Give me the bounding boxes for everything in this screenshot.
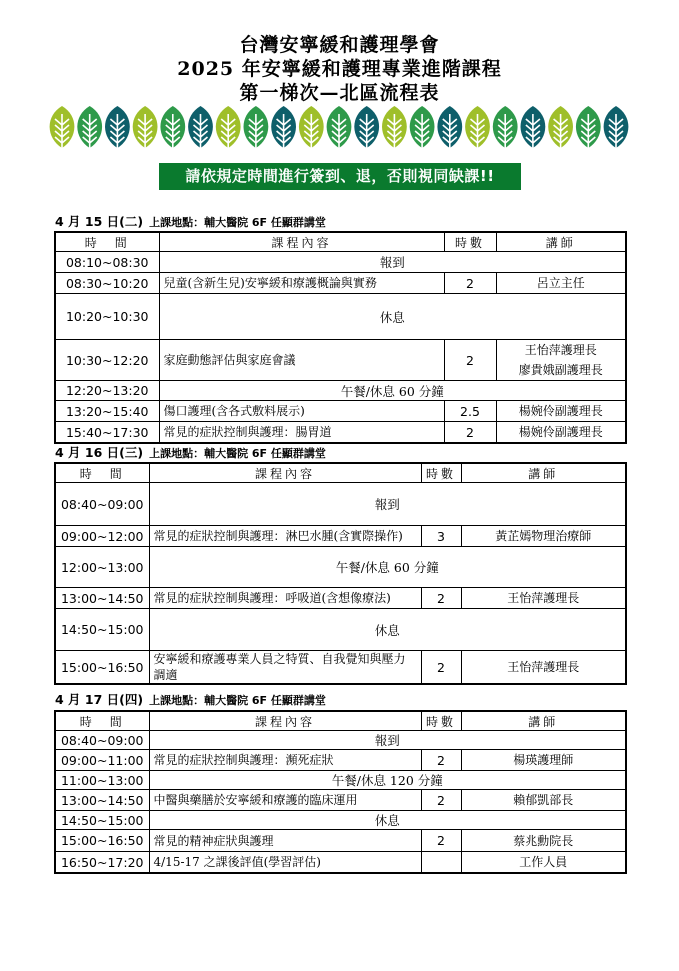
instructor-name: 楊婉伶副護理長 xyxy=(518,425,603,439)
table-row xyxy=(55,526,626,547)
instructor-name: 楊婉伶副護理長 xyxy=(518,404,603,418)
session-time: 15:00~16:50 xyxy=(55,651,149,685)
session-hours: 2 xyxy=(421,651,461,685)
instructor-name: 賴郁凱部長 xyxy=(513,793,574,807)
day-location: 上課地點：輔大醫院 6F 任顯群講堂 xyxy=(149,694,326,707)
day-location: 上課地點：輔大醫院 6F 任顯群講堂 xyxy=(149,447,326,460)
session-topic: 兒童(含新生兒)安寧緩和療護概論與實務 xyxy=(159,273,444,294)
org-title: 台灣安寧緩和護理學會 xyxy=(239,34,440,56)
session-topic: 安寧緩和療護專業人員之特質、自我覺知與壓力調適 xyxy=(149,651,421,685)
session-hours: 2.5 xyxy=(444,401,496,422)
table-header-row xyxy=(55,711,626,731)
session-break: 休息 xyxy=(149,811,626,830)
session-time: 11:00~13:00 xyxy=(55,771,149,790)
session-time: 10:30~12:20 xyxy=(55,340,159,381)
session-time: 12:00~13:00 xyxy=(55,547,149,588)
table-row xyxy=(55,340,626,381)
day-header xyxy=(55,215,326,230)
instructor-name: 黃芷嫣物理治療師 xyxy=(495,529,592,543)
session-break: 報到 xyxy=(149,731,626,750)
session-break: 午餐/休息 120 分鐘 xyxy=(149,771,626,790)
instructor-name: 工作人員 xyxy=(519,855,568,869)
table-row xyxy=(55,483,626,526)
table-row xyxy=(55,830,626,852)
session-time: 08:40~09:00 xyxy=(55,483,149,526)
column-header-hours: 時數 xyxy=(421,711,461,731)
day-date: 4 月 16 日(三) xyxy=(55,445,144,460)
leaf-icon xyxy=(604,106,629,150)
session-time: 09:00~12:00 xyxy=(55,526,149,547)
leaf-icon xyxy=(77,106,102,150)
session-break: 報到 xyxy=(149,483,626,526)
session-break: 休息 xyxy=(149,609,626,651)
session-topic: 常見的症狀控制與護理：淋巴水腫(含實際操作) xyxy=(149,526,421,547)
table-row xyxy=(55,750,626,771)
column-header-instructor: 講師 xyxy=(461,463,626,483)
session-instructor xyxy=(496,422,626,444)
session-hours: 3 xyxy=(421,526,461,547)
table-row xyxy=(55,588,626,609)
table-row xyxy=(55,401,626,422)
session-topic: 常見的精神症狀與護理 xyxy=(149,830,421,852)
session-topic: 家庭動態評估與家庭會議 xyxy=(159,340,444,381)
table-row xyxy=(55,252,626,273)
session-topic: 常見的症狀控制與護理：腸胃道 xyxy=(159,422,444,444)
schedule-title: 第一梯次—北區流程表 xyxy=(239,82,440,104)
session-topic: 4/15-17 之課後評值(學習評估) xyxy=(149,852,421,874)
leaf-icon xyxy=(521,106,546,150)
session-hours xyxy=(421,852,461,874)
leaf-icon xyxy=(437,106,462,150)
day-header xyxy=(55,446,326,461)
day-date: 4 月 15 日(二) xyxy=(55,214,144,229)
table-row xyxy=(55,811,626,830)
column-header-hours: 時數 xyxy=(421,463,461,483)
session-time: 16:50~17:20 xyxy=(55,852,149,874)
session-topic: 常見的症狀控制與護理：呼吸道(含想像療法) xyxy=(149,588,421,609)
session-break: 報到 xyxy=(159,252,626,273)
session-instructor xyxy=(461,750,626,771)
session-hours: 2 xyxy=(421,588,461,609)
session-time: 08:30~10:20 xyxy=(55,273,159,294)
leaf-icon xyxy=(465,106,490,150)
instructor-name: 王怡萍護理長 xyxy=(507,591,580,605)
leaf-icon xyxy=(354,106,379,150)
attendance-notice: 請依規定時間進行簽到、退，否則視同缺課!! xyxy=(159,163,521,190)
leaf-icon xyxy=(133,106,158,150)
session-topic: 中醫與藥膳於安寧緩和療護的臨床運用 xyxy=(149,790,421,811)
session-instructor xyxy=(461,651,626,685)
session-hours: 2 xyxy=(444,273,496,294)
table-header-row xyxy=(55,232,626,252)
session-instructor xyxy=(496,340,626,381)
session-time: 12:20~13:20 xyxy=(55,381,159,401)
leaf-icon xyxy=(410,106,435,150)
session-hours: 2 xyxy=(421,790,461,811)
schedule-table-day1 xyxy=(54,231,627,444)
table-row xyxy=(55,381,626,401)
schedule-table-day2 xyxy=(54,462,627,685)
leaf-icon xyxy=(105,106,130,150)
session-instructor xyxy=(461,830,626,852)
leaf-icon xyxy=(216,106,241,150)
session-instructor xyxy=(461,790,626,811)
instructor-name: 王怡萍護理長 xyxy=(524,343,597,357)
session-time: 08:40~09:00 xyxy=(55,731,149,750)
leaf-icon xyxy=(299,106,324,150)
table-row xyxy=(55,294,626,340)
leaf-icon xyxy=(548,106,573,150)
column-header-time: 時 間 xyxy=(55,232,159,252)
instructor-name: 廖貴娥副護理長 xyxy=(518,363,603,377)
session-time: 14:50~15:00 xyxy=(55,609,149,651)
column-header-content: 課程內容 xyxy=(149,711,421,731)
table-header-row xyxy=(55,463,626,483)
column-header-time: 時 間 xyxy=(55,711,149,731)
session-instructor xyxy=(496,273,626,294)
leaf-icon xyxy=(576,106,601,150)
leaf-banner-decoration xyxy=(48,104,632,152)
session-time: 15:00~16:50 xyxy=(55,830,149,852)
leaf-icon xyxy=(244,106,269,150)
session-hours: 2 xyxy=(421,750,461,771)
leaf-icon xyxy=(327,106,352,150)
session-instructor xyxy=(496,401,626,422)
table-row xyxy=(55,852,626,874)
column-header-time: 時 間 xyxy=(55,463,149,483)
leaf-icon xyxy=(188,106,213,150)
table-row xyxy=(55,771,626,790)
session-time: 13:00~14:50 xyxy=(55,588,149,609)
table-row xyxy=(55,273,626,294)
table-row xyxy=(55,731,626,750)
instructor-name: 呂立主任 xyxy=(536,276,585,290)
table-row xyxy=(55,422,626,444)
instructor-name: 楊瑛護理師 xyxy=(513,753,574,767)
leaf-icon xyxy=(160,106,185,150)
session-instructor xyxy=(461,852,626,874)
session-instructor xyxy=(461,526,626,547)
session-break: 午餐/休息 60 分鐘 xyxy=(159,381,626,401)
table-row xyxy=(55,651,626,685)
session-time: 15:40~17:30 xyxy=(55,422,159,444)
session-topic: 傷口護理(含各式敷料展示) xyxy=(159,401,444,422)
column-header-content: 課程內容 xyxy=(159,232,444,252)
table-row xyxy=(55,547,626,588)
session-hours: 2 xyxy=(444,422,496,444)
leaf-icon xyxy=(271,106,296,150)
day-header xyxy=(55,693,326,708)
session-time: 10:20~10:30 xyxy=(55,294,159,340)
day-date: 4 月 17 日(四) xyxy=(55,692,144,707)
session-hours: 2 xyxy=(444,340,496,381)
session-time: 13:00~14:50 xyxy=(55,790,149,811)
column-header-hours: 時數 xyxy=(444,232,496,252)
leaf-icon xyxy=(50,106,75,150)
leaf-icon xyxy=(382,106,407,150)
instructor-name: 王怡萍護理長 xyxy=(507,660,580,674)
session-time: 13:20~15:40 xyxy=(55,401,159,422)
session-time: 14:50~15:00 xyxy=(55,811,149,830)
instructor-name: 蔡兆勳院長 xyxy=(513,833,574,848)
table-row xyxy=(55,790,626,811)
table-row xyxy=(55,609,626,651)
column-header-content: 課程內容 xyxy=(149,463,421,483)
day-location: 上課地點：輔大醫院 6F 任顯群講堂 xyxy=(149,216,326,229)
column-header-instructor: 講師 xyxy=(461,711,626,731)
course-title: 2025 年安寧緩和護理專業進階課程 xyxy=(177,58,502,80)
schedule-table-day3 xyxy=(54,710,627,874)
session-instructor xyxy=(461,588,626,609)
session-break: 休息 xyxy=(159,294,626,340)
session-break: 午餐/休息 60 分鐘 xyxy=(149,547,626,588)
session-time: 09:00~11:00 xyxy=(55,750,149,771)
session-time: 08:10~08:30 xyxy=(55,252,159,273)
session-topic: 常見的症狀控制與護理：瀕死症狀 xyxy=(149,750,421,771)
leaf-icon xyxy=(493,106,518,150)
column-header-instructor: 講師 xyxy=(496,232,626,252)
session-hours: 2 xyxy=(421,830,461,852)
